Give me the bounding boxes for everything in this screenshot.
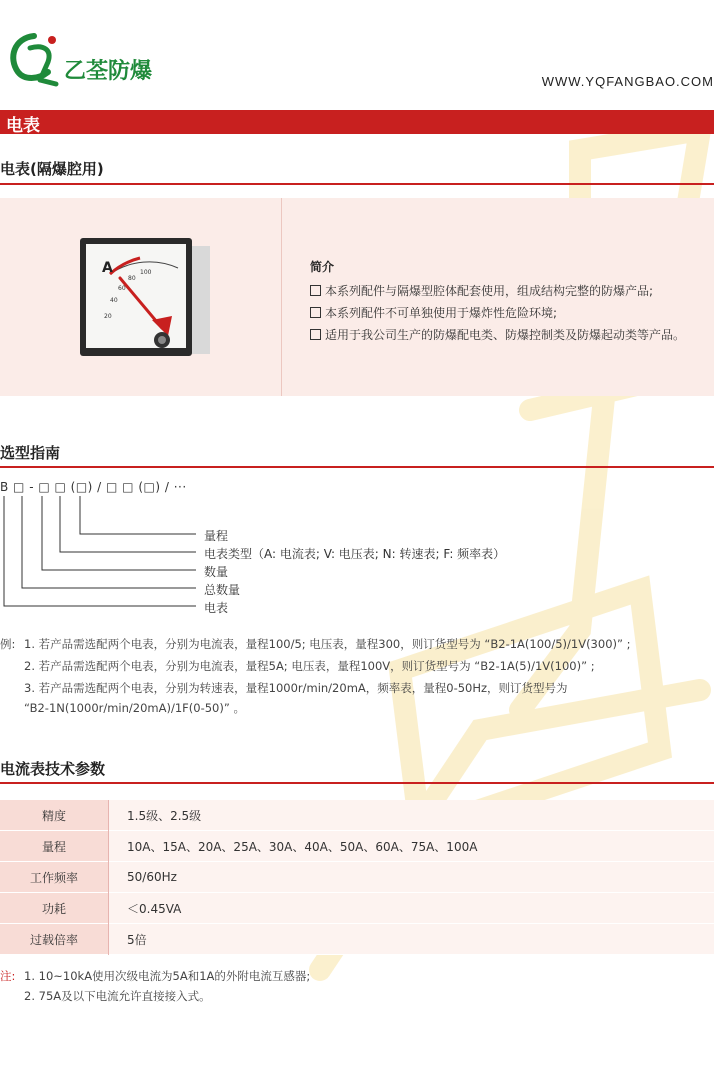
notes-prefix: 注: [0, 969, 16, 983]
intro-title: 简介 [310, 260, 335, 274]
note-line: 1. 10~10kA使用次级电流为5A和1A的外附电流互感器; [24, 969, 311, 983]
category-banner [0, 110, 714, 134]
code-label-meter: 电表 [204, 601, 229, 615]
scale-label: 20 [104, 313, 112, 320]
panel-divider [281, 198, 282, 396]
site-url[interactable]: WWW.YQFANGBAO.COM [541, 74, 714, 89]
brand-logo [4, 28, 174, 90]
table-row [0, 800, 714, 831]
divider [0, 466, 714, 468]
spec-label: 工作频率 [0, 862, 109, 893]
spec-label: 功耗 [0, 893, 109, 924]
product-panel [0, 198, 714, 396]
example-line: 1. 若产品需选配两个电表，分别为电流表，量程100/5; 电压表，量程300，则订货型号为 “B2-1A(100/5)/1V(300)” ; [24, 637, 631, 651]
spec-value: 1.5级、2.5级 [109, 800, 715, 831]
table-row [0, 893, 714, 924]
table-row [0, 924, 714, 955]
checkbox-square-icon [310, 307, 321, 318]
scale-label: 80 [128, 275, 136, 282]
scale-label: 100 [140, 269, 152, 276]
intro-block [310, 258, 685, 346]
scale-label: 60 [118, 285, 126, 292]
specs-table [0, 800, 714, 955]
intro-item: 本系列配件不可单独使用于爆炸性危险环境; [310, 302, 685, 324]
selection-title: 选型指南 [0, 444, 61, 462]
example-line: 3. 若产品需选配两个电表，分别为转速表，量程1000r/min/20mA，频率表，量程0-50Hz，则订货型号为 [24, 681, 568, 695]
scale-label: 40 [110, 297, 118, 304]
example-line: “B2-1N(1000r/min/20mA)/1F(0-50)” 。 [24, 701, 245, 715]
product-title: 电表(隔爆腔用) [0, 160, 104, 178]
example-line: 2. 若产品需选配两个电表，分别为电流表，量程5A; 电压表，量程100V，则订货型号为 “B2-1A(5)/1V(100)” ; [24, 659, 595, 673]
brand-name: 乙荃防爆 [64, 59, 153, 84]
table-row [0, 862, 714, 893]
spec-label: 过载倍率 [0, 924, 109, 955]
code-label-total: 总数量 [204, 583, 241, 597]
divider [0, 782, 714, 784]
spec-value: 10A、15A、20A、25A、30A、40A、50A、60A、75A、100A [109, 831, 715, 862]
spec-value: 50/60Hz [109, 862, 715, 893]
code-label-quantity: 数量 [204, 565, 229, 579]
spec-label: 精度 [0, 800, 109, 831]
model-code: B □ - □ □ (□) / □ □ (□) / ··· [0, 480, 187, 494]
banner-title: 电表 [6, 116, 40, 136]
checkbox-square-icon [310, 285, 321, 296]
code-label-type: 电表类型（A: 电流表; V: 电压表; N: 转速表; F: 频率表） [204, 547, 506, 561]
table-row [0, 831, 714, 862]
code-label-range: 量程 [204, 529, 229, 543]
spec-value: 5倍 [109, 924, 715, 955]
divider [0, 183, 714, 185]
spec-label: 量程 [0, 831, 109, 862]
intro-item: 适用于我公司生产的防爆配电类、防爆控制类及防爆起动类等产品。 [310, 324, 685, 346]
spec-value: ＜0.45VA [109, 893, 715, 924]
examples-prefix: 例: [0, 637, 16, 651]
logo-mark-icon [4, 28, 64, 90]
checkbox-square-icon [310, 329, 321, 340]
ammeter-image [80, 238, 220, 368]
meter-face-letter: A [102, 260, 113, 276]
specs-title: 电流表技术参数 [0, 760, 106, 778]
note-line: 2. 75A及以下电流允许直接接入式。 [24, 989, 211, 1003]
intro-item: 本系列配件与隔爆型腔体配套使用，组成结构完整的防爆产品; [310, 280, 685, 302]
